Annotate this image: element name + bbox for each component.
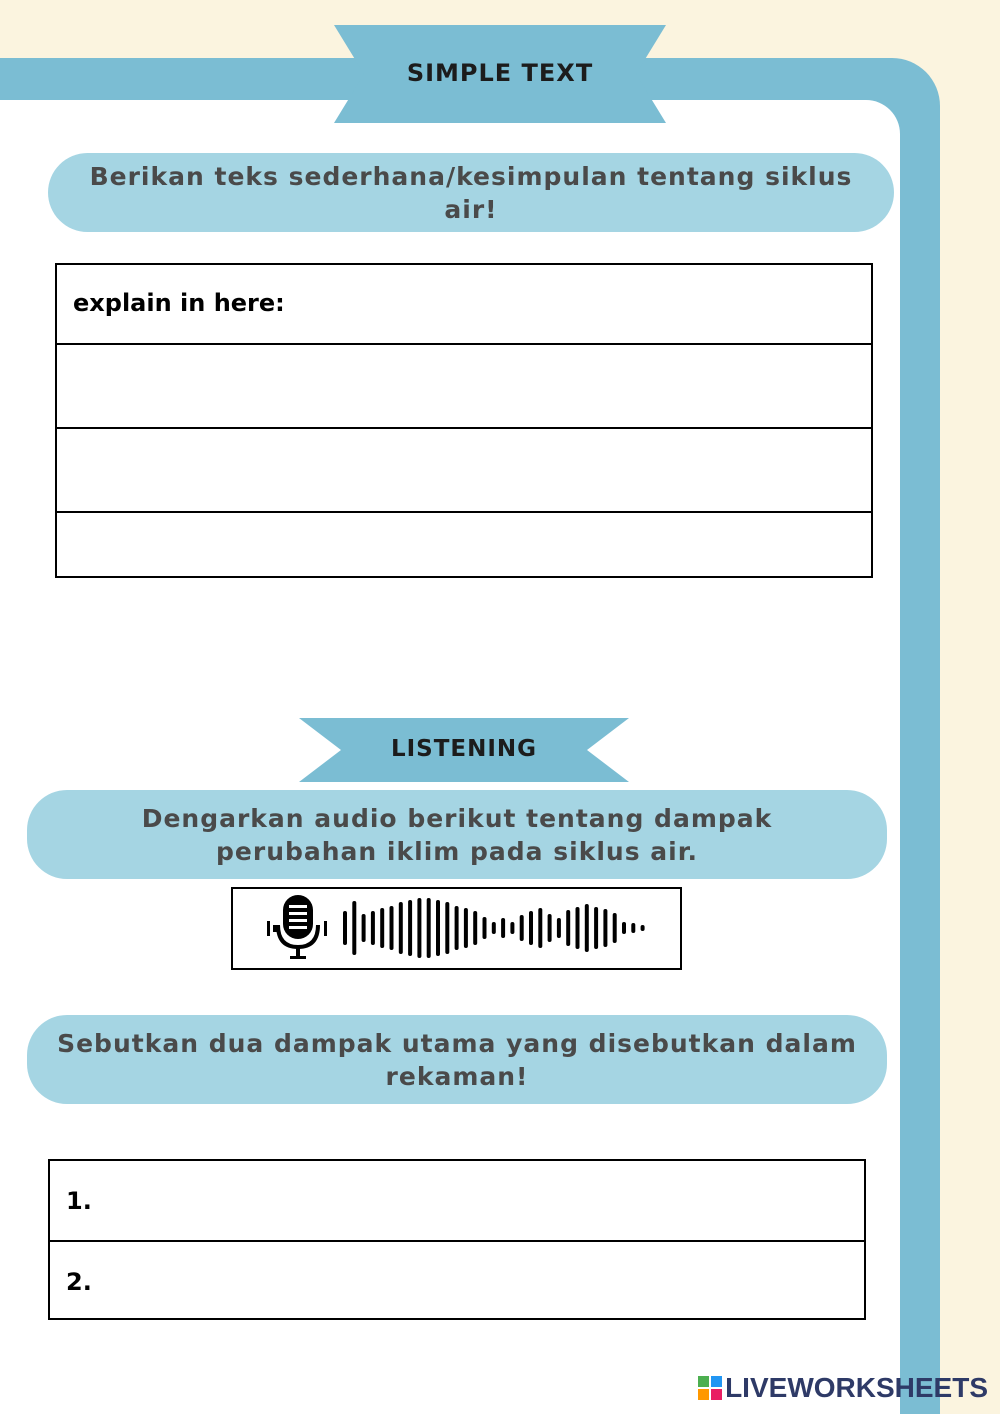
answers-table [48, 1159, 866, 1320]
explanation-row[interactable] [57, 511, 871, 578]
waveform-bar [557, 918, 561, 938]
waveform-bar [529, 911, 533, 945]
waveform-bar [352, 901, 356, 955]
waveform-bar [445, 902, 449, 954]
waveform-bar [548, 914, 552, 942]
waveform-bar [399, 902, 403, 954]
listening-instruction-text: Dengarkan audio berikut tentang dampak perubahan iklim pada siklus air. [141, 803, 773, 866]
answer-row-2[interactable] [50, 1240, 864, 1320]
waveform-bar [510, 922, 514, 934]
answer-number-2: 2. [66, 1268, 92, 1296]
waveform-bar [538, 908, 542, 948]
waveform-bar [483, 917, 487, 939]
waveform-bar [520, 915, 524, 941]
answer-number-1: 1. [66, 1187, 92, 1215]
waveform-bar [631, 923, 635, 933]
waveform-bar [641, 925, 645, 931]
waveform-bar [576, 907, 580, 949]
listening-instruction-pill [27, 790, 887, 879]
question-text: Sebutkan dua dampak utama yang disebutkan dalam rekaman! [57, 1028, 857, 1091]
brand-text: LIVEWORKSHEETS [725, 1372, 988, 1403]
explanation-table [55, 263, 873, 578]
waveform-bar [566, 910, 570, 946]
explain-label: explain in here: [73, 289, 285, 317]
waveform-bar [343, 911, 347, 945]
listening-title: LISTENING [390, 736, 538, 762]
simple-text-title: SIMPLE TEXT [406, 59, 594, 87]
simple-text-ribbon [334, 25, 666, 123]
answer-row-1[interactable] [50, 1161, 864, 1241]
waveform-bar [371, 911, 375, 945]
audio-player[interactable] [231, 887, 682, 970]
waveform-bar [464, 908, 468, 948]
explanation-row[interactable] [57, 265, 871, 345]
waveform-bar [613, 913, 617, 943]
waveform-bar [603, 909, 607, 947]
microphone-waveform-icon[interactable] [233, 889, 680, 968]
waveform-bar [501, 918, 505, 938]
waveform-bar [436, 900, 440, 956]
waveform-bar [455, 906, 459, 950]
explanation-row[interactable] [57, 427, 871, 511]
explanation-row[interactable] [57, 343, 871, 427]
waveform-bar [473, 911, 477, 945]
waveform-bar [585, 904, 589, 952]
waveform-bar [380, 908, 384, 948]
waveform-bar [622, 922, 626, 934]
microphone-icon [278, 895, 318, 959]
liveworksheets-logo-icon [698, 1376, 722, 1400]
question-pill [27, 1015, 887, 1104]
waveform-bar [390, 906, 394, 950]
listening-ribbon [299, 718, 629, 782]
waveform-bar [594, 907, 598, 949]
waveform-bar [417, 898, 421, 958]
waveform-bar [427, 898, 431, 958]
waveform-bar [492, 922, 496, 934]
instruction-pill [48, 153, 894, 232]
instruction-text: Berikan teks sederhana/kesimpulan tentang siklus air! [89, 161, 853, 224]
brand-logo [698, 1372, 988, 1404]
waveform-bar [362, 914, 366, 942]
waveform-bar [408, 900, 412, 956]
